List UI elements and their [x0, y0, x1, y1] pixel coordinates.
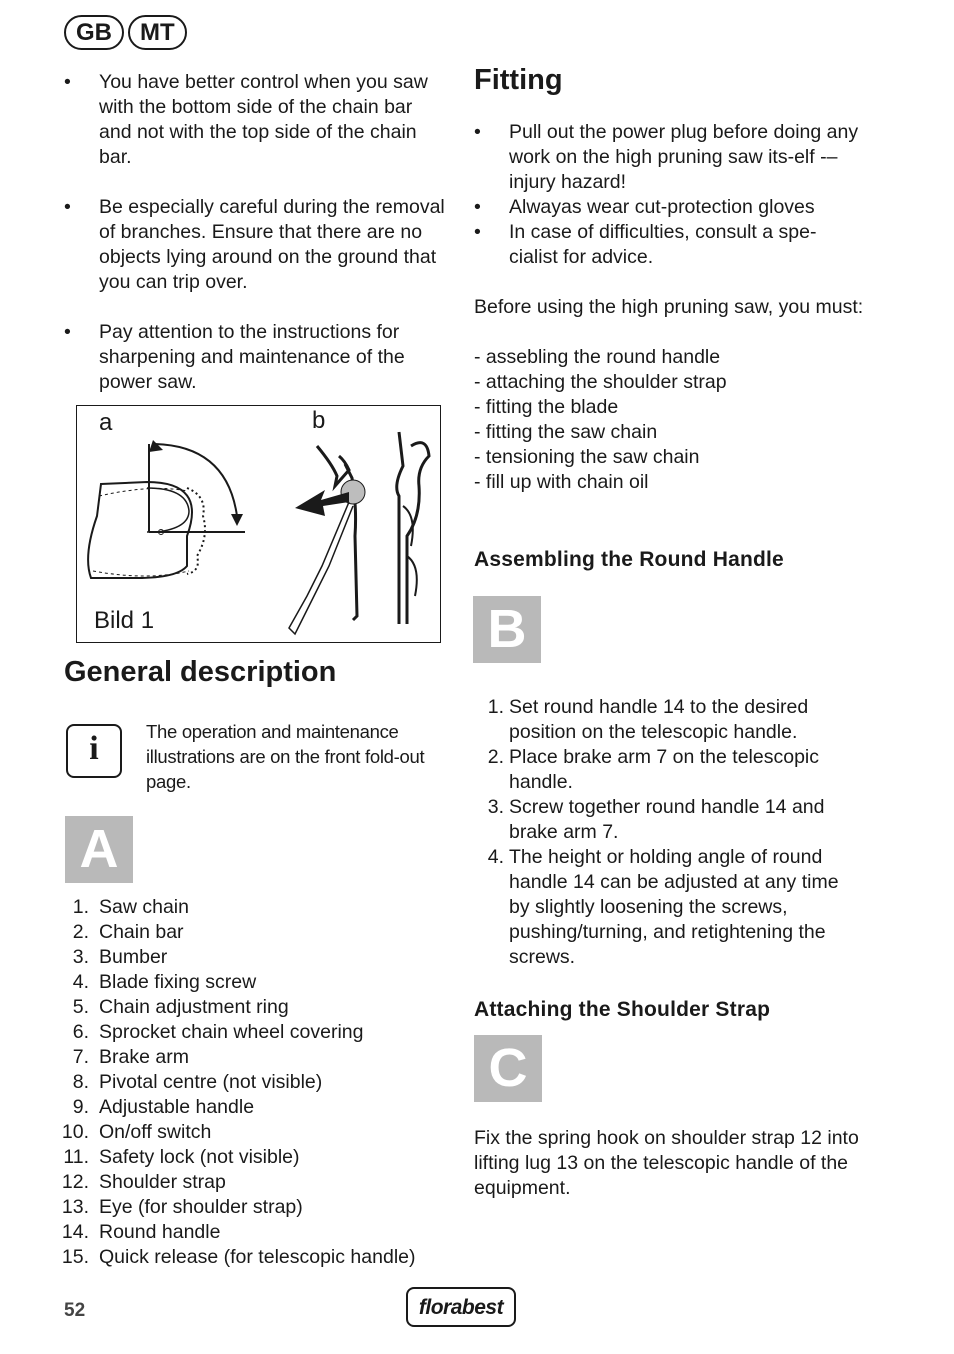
bullet-item: • Alwayas wear cut-protection gloves: [474, 195, 864, 220]
list-item-text: Adjustable handle: [99, 1096, 255, 1118]
list-item: [64, 970, 454, 995]
list-item-text: Round handle: [99, 1221, 221, 1243]
list-item: [61, 1120, 454, 1145]
fitting-section: [474, 60, 864, 495]
list-item-number: 9.: [72, 1096, 89, 1118]
list-item-number: 15.: [61, 1246, 89, 1268]
page-number: 52: [64, 1300, 86, 1321]
info-note: [64, 719, 449, 794]
round-handle-steps: [474, 695, 864, 970]
list-item-text: The height or holding angle of round handle 14 can be adjusted at any time by slightly loosening the screws, pushing/turning, and retightening the screws.: [509, 846, 839, 968]
list-item-text: Place brake arm 7 on the telescopic handle.: [509, 746, 820, 793]
list-item-number: 2.: [487, 746, 504, 768]
section-letter-b: B: [473, 596, 541, 663]
list-item: [64, 920, 454, 945]
figure-label-a: a: [99, 409, 113, 436]
florabest-logo: [406, 1287, 516, 1327]
list-item-number: 5.: [72, 996, 89, 1018]
language-badges: [64, 15, 187, 50]
list-item-number: 2.: [72, 921, 89, 943]
list-item-number: 1.: [487, 696, 504, 718]
figure-bild-1: [76, 405, 441, 643]
list-item: [64, 1095, 454, 1120]
figure-caption: Bild 1: [94, 607, 155, 634]
list-item-text: Chain adjustment ring: [99, 996, 289, 1018]
bullet-item: • In case of difficulties, consult a spe-cialist for advice.: [474, 220, 864, 270]
list-item: [64, 1045, 454, 1070]
shoulder-strap-text: Fix the spring hook on shoulder strap 12 into lifting lug 13 on the telescopic handle of the equipment.: [474, 1127, 859, 1199]
list-item: [474, 845, 864, 970]
list-item: [64, 945, 454, 970]
fitting-step: - fitting the blade: [474, 396, 619, 418]
list-item: [64, 895, 454, 920]
info-icon: i: [66, 724, 122, 778]
shoulder-strap-heading: Attaching the Shoulder Strap: [474, 998, 771, 1021]
info-text: The operation and maintenance illustrations are on the front fold-out page.: [146, 721, 425, 792]
bullet-item: • Pull out the power plug before doing any work on the high pruning saw its-elf -– injury hazard!: [474, 120, 864, 195]
list-item-text: Safety lock (not visible): [99, 1146, 300, 1168]
parts-list: [61, 895, 454, 1270]
list-item: [61, 1245, 454, 1270]
list-item: [61, 1220, 454, 1245]
lang-badge-gb: GB: [64, 15, 124, 50]
list-item-text: Set round handle 14 to the desired position on the telescopic handle.: [509, 696, 809, 743]
list-item: [64, 1070, 454, 1095]
list-item-number: 4.: [72, 971, 89, 993]
list-item-number: 10.: [61, 1121, 89, 1143]
left-safety-bullets: [64, 70, 449, 395]
list-item: [61, 1195, 454, 1220]
list-item-number: 8.: [72, 1071, 89, 1093]
list-item-number: 14.: [61, 1221, 89, 1243]
list-item-number: 3.: [487, 796, 504, 818]
round-handle-heading: Assembling the Round Handle: [474, 548, 784, 571]
fitting-step: - assebling the round handle: [474, 346, 721, 368]
fitting-step: - tensioning the saw chain: [474, 446, 700, 468]
list-item-text: Screw together round handle 14 and brake arm 7.: [509, 796, 825, 843]
list-item: [474, 745, 864, 795]
list-item-number: 12.: [61, 1171, 89, 1193]
bullet-item: • Pay attention to the instructions for sharpening and maintenance of the power saw.: [64, 320, 449, 395]
fitting-intro: Before using the high pruning saw, you must:: [474, 296, 864, 318]
list-item-number: 13.: [61, 1196, 89, 1218]
brand-name: florabest: [418, 1295, 504, 1319]
saw-illustration: [77, 406, 439, 641]
list-item-number: 6.: [72, 1021, 89, 1043]
section-letter-a: A: [65, 816, 133, 883]
list-item-text: Chain bar: [99, 921, 184, 943]
list-item-text: Shoulder strap: [99, 1171, 226, 1193]
fitting-step: - fill up with chain oil: [474, 471, 649, 493]
list-item-number: 3.: [72, 946, 89, 968]
figure-label-b: b: [312, 407, 326, 434]
fitting-step: - fitting the saw chain: [474, 421, 658, 443]
list-item: [474, 695, 864, 745]
list-item-text: Saw chain: [99, 896, 189, 918]
list-item-number: 4.: [487, 846, 504, 868]
fitting-steps: [474, 345, 864, 495]
fitting-heading: Fitting: [474, 64, 563, 96]
list-item: [64, 1145, 454, 1170]
list-item: [64, 1020, 454, 1045]
list-item-number: 7.: [72, 1046, 89, 1068]
list-item-text: Brake arm: [99, 1046, 189, 1068]
list-item-text: Blade fixing screw: [99, 971, 257, 993]
lang-badge-mt: MT: [128, 15, 187, 50]
fitting-step: - attaching the shoulder strap: [474, 371, 727, 393]
list-item: [64, 995, 454, 1020]
bullet-item: • You have better control when you saw with the bottom side of the chain bar and not with the top side of the chain bar.: [64, 70, 449, 170]
list-item: [474, 795, 864, 845]
section-letter-c: C: [474, 1035, 542, 1102]
bullet-item: • Be especially careful during the removal of branches. Ensure that there are no objects lying around on the ground that you can trip over.: [64, 195, 449, 295]
list-item-number: 1.: [72, 896, 89, 918]
list-item: [61, 1170, 454, 1195]
list-item-text: Bumber: [99, 946, 168, 968]
general-description-heading: General description: [64, 656, 337, 688]
list-item-text: Sprocket chain wheel covering: [99, 1021, 364, 1043]
list-item-text: Eye (for shoulder strap): [99, 1196, 303, 1218]
list-item-text: On/off switch: [99, 1121, 212, 1143]
list-item-text: Quick release (for telescopic handle): [99, 1246, 416, 1268]
list-item-number: 11.: [63, 1146, 89, 1168]
list-item-text: Pivotal centre (not visible): [99, 1071, 323, 1093]
